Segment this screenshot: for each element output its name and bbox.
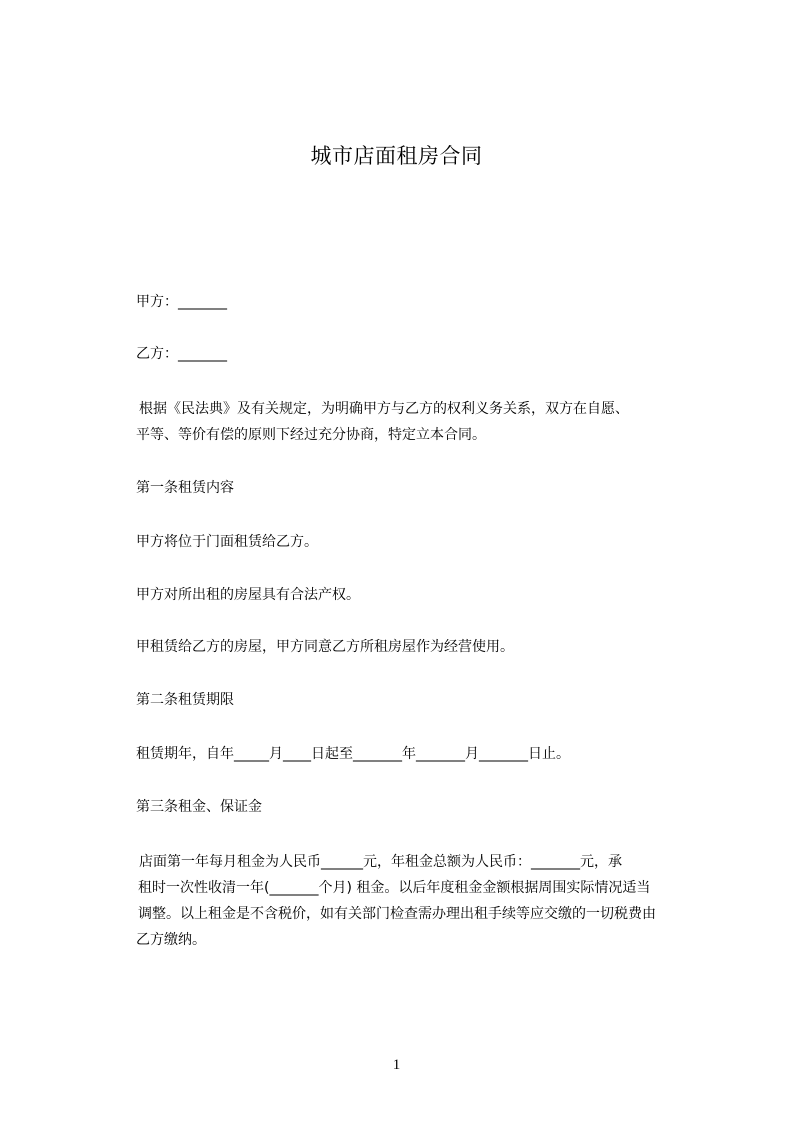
preamble-paragraph xyxy=(136,396,701,448)
article-3-paragraph xyxy=(136,849,701,953)
article-3-line-3: 调整。以上租金是不含税价，如有关部门检查需办理出租手续等应交缴的一切税费由 xyxy=(138,906,656,922)
page-number: 1 xyxy=(392,1057,401,1073)
preamble-line-2: 平等、等价有偿的原则下经过充分协商，特定立本合同。 xyxy=(136,427,486,443)
article-3-line-2: 租时一次性收清一年(_______个月) 租金。以后年度租金金额根据周围实际情况适当 xyxy=(138,880,651,896)
article-3-heading: 第三条租金、保证金 xyxy=(136,799,262,815)
article-1-item-2: 甲方对所出租的房屋具有合法产权。 xyxy=(136,587,360,603)
article-2-text: 租赁期年，自年_____月____日起至_______年_______月_______日止。 xyxy=(136,746,570,762)
article-1-item-1: 甲方将位于门面租赁给乙方。 xyxy=(136,534,318,550)
party-b-line: 乙方：_______ xyxy=(136,346,227,362)
article-3-line-1: 店面第一年每月租金为人民币______元，年租金总额为人民币：_______元，承 xyxy=(139,854,622,870)
preamble-line-1: 根据《民法典》及有关规定，为明确甲方与乙方的权利义务关系，双方在自愿、 xyxy=(139,401,629,417)
article-3-line-4: 乙方缴纳。 xyxy=(136,932,206,948)
article-1-heading: 第一条租赁内容 xyxy=(136,480,234,496)
party-a-line: 甲方：_______ xyxy=(136,294,227,310)
article-2-heading: 第二条租赁期限 xyxy=(136,692,234,708)
article-1-item-3: 甲租赁给乙方的房屋，甲方同意乙方所租房屋作为经营使用。 xyxy=(136,639,514,655)
document-title: 城市店面租房合同 xyxy=(310,144,483,168)
